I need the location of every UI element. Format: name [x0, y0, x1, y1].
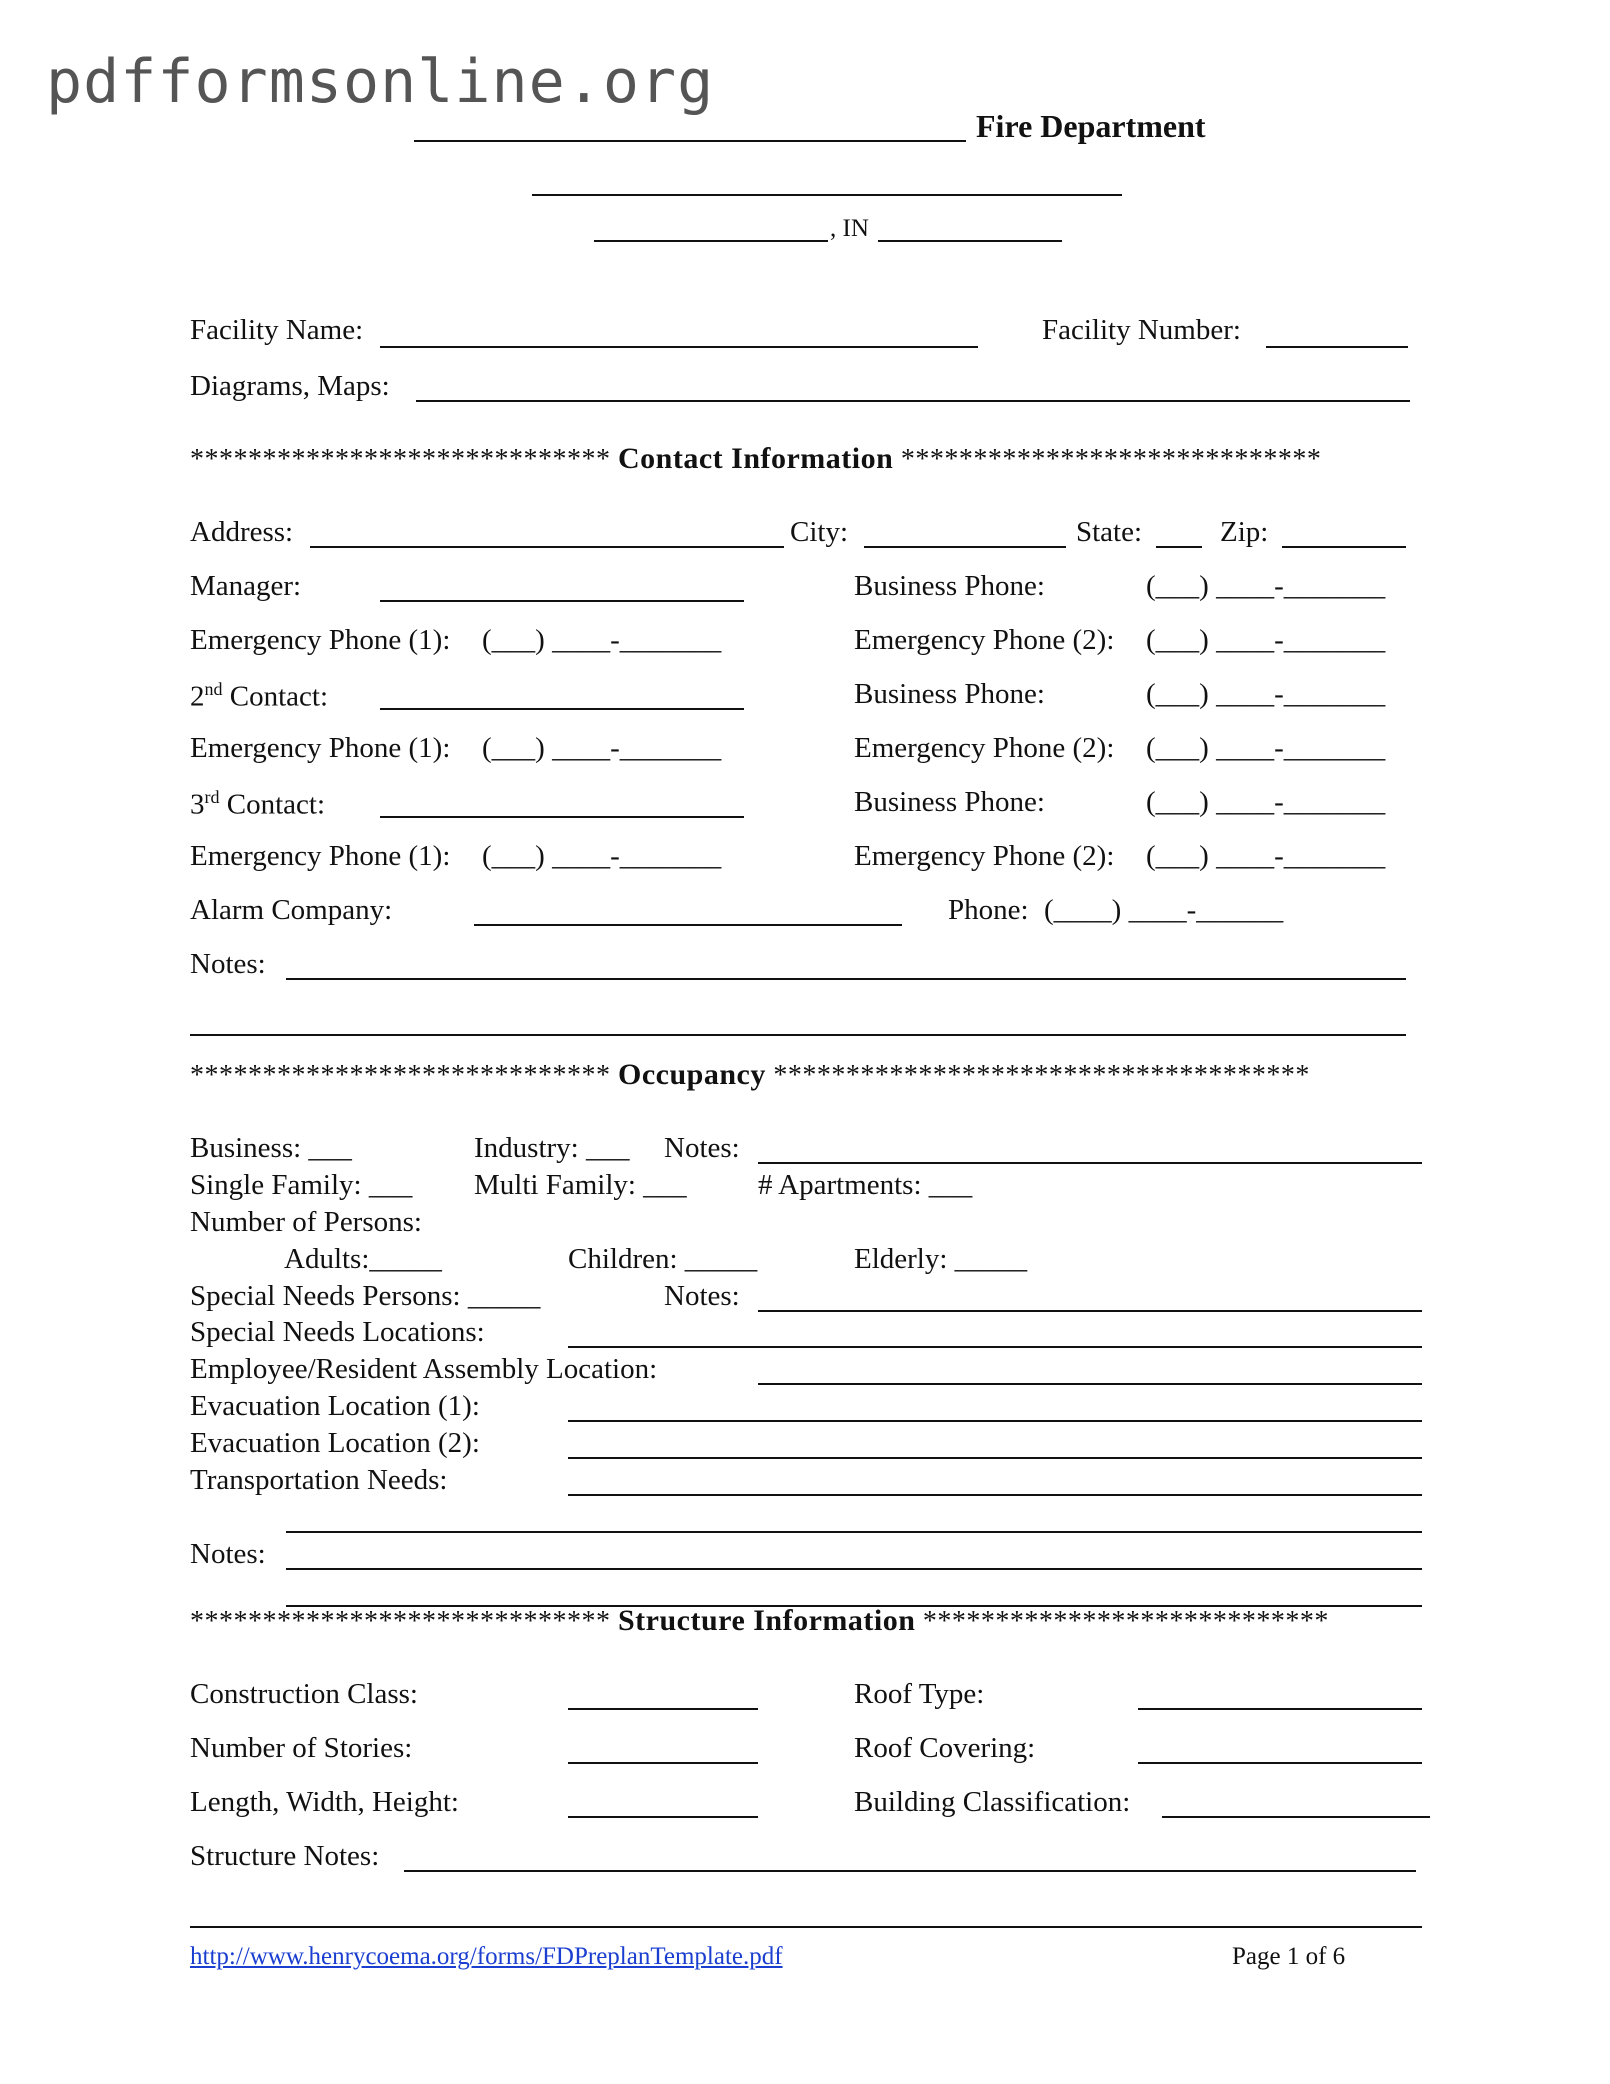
alarm-phone-field[interactable]: (____) ____-______: [1044, 894, 1284, 926]
emergency-phone-2-field[interactable]: (___) ____-_______: [1146, 624, 1386, 656]
alarm-company-field[interactable]: [474, 924, 902, 926]
manager-label: Manager:: [190, 570, 302, 602]
state-label: , IN: [830, 215, 869, 242]
emergency-phone-1-label: Emergency Phone (1):: [190, 732, 451, 764]
zip-line[interactable]: [878, 240, 1062, 242]
business-phone-field[interactable]: (___) ____-_______: [1146, 786, 1386, 818]
diagrams-maps-label: Diagrams, Maps:: [190, 370, 390, 402]
contact-notes-label: Notes:: [190, 948, 266, 980]
evacuation-location-2-field[interactable]: [568, 1457, 1422, 1459]
industry-checkbox-label[interactable]: Industry: ___: [474, 1132, 630, 1164]
section-title-structure: Structure Information: [618, 1604, 916, 1637]
dimensions-field[interactable]: [568, 1816, 758, 1818]
diagrams-maps-field[interactable]: [416, 400, 1410, 402]
special-needs-persons-field[interactable]: Special Needs Persons: _____: [190, 1280, 541, 1312]
business-phone-field[interactable]: (___) ____-_______: [1146, 678, 1386, 710]
page-number: Page 1 of 6: [1232, 1943, 1346, 1970]
business-checkbox-label[interactable]: Business: ___: [190, 1132, 352, 1164]
state-field[interactable]: [1156, 546, 1202, 548]
section-header-structure: [190, 1606, 1329, 1636]
third-contact-suffix: rd: [204, 787, 220, 807]
facility-number-label: Facility Number:: [1042, 314, 1241, 346]
zip-label: Zip:: [1220, 516, 1269, 548]
emergency-phone-1-label: Emergency Phone (1):: [190, 624, 451, 656]
building-classification-field[interactable]: [1162, 1816, 1430, 1818]
state-field-label: State:: [1076, 516, 1143, 548]
special-needs-notes-field[interactable]: [758, 1310, 1422, 1312]
section-stars-left: *****************************: [190, 1060, 611, 1091]
number-of-persons-label: Number of Persons:: [190, 1206, 422, 1238]
section-title-occupancy: Occupancy: [618, 1058, 766, 1091]
city-line[interactable]: [594, 240, 828, 242]
contact-notes-field-2[interactable]: [190, 1034, 1406, 1036]
occupancy-notes-line-1[interactable]: [286, 1531, 1422, 1533]
structure-notes-field-2[interactable]: [190, 1926, 1422, 1928]
emergency-phone-2-label: Emergency Phone (2):: [854, 840, 1115, 872]
apartments-label[interactable]: # Apartments: ___: [758, 1169, 973, 1201]
alarm-phone-label: Phone:: [948, 894, 1029, 926]
building-classification-label: Building Classification:: [854, 1786, 1131, 1818]
occupancy-notes-label: Notes:: [664, 1132, 740, 1164]
number-of-stories-field[interactable]: [568, 1762, 758, 1764]
second-contact-suffix: nd: [204, 679, 223, 699]
special-needs-locations-label: Special Needs Locations:: [190, 1316, 485, 1348]
occupancy-notes-2-label: Notes:: [190, 1538, 266, 1570]
elderly-field[interactable]: Elderly: _____: [854, 1243, 1028, 1275]
transportation-needs-field[interactable]: [568, 1494, 1422, 1496]
assembly-location-field[interactable]: [758, 1383, 1422, 1385]
emergency-phone-1-field[interactable]: (___) ____-_______: [482, 732, 722, 764]
second-contact-field[interactable]: [380, 708, 744, 710]
children-field[interactable]: Children: _____: [568, 1243, 758, 1275]
city-label: City:: [790, 516, 849, 548]
third-contact-label: [190, 788, 325, 820]
structure-notes-field[interactable]: [404, 1870, 1416, 1872]
second-contact-text: Contact:: [222, 680, 329, 713]
roof-covering-label: Roof Covering:: [854, 1732, 1036, 1764]
footer-url-link[interactable]: http://www.henrycoema.org/forms/FDPreplanTemplate.pdf: [190, 1943, 783, 1970]
emergency-phone-1-label: Emergency Phone (1):: [190, 840, 451, 872]
section-stars-left: *****************************: [190, 1606, 611, 1637]
evacuation-location-2-label: Evacuation Location (2):: [190, 1427, 480, 1459]
business-phone-field[interactable]: (___) ____-_______: [1146, 570, 1386, 602]
transportation-needs-label: Transportation Needs:: [190, 1464, 448, 1496]
occupancy-notes-field[interactable]: [758, 1162, 1422, 1164]
second-contact-label: [190, 680, 328, 712]
address-field[interactable]: [310, 546, 784, 548]
emergency-phone-2-field[interactable]: (___) ____-_______: [1146, 732, 1386, 764]
emergency-phone-1-field[interactable]: (___) ____-_______: [482, 840, 722, 872]
third-contact-number: 3: [190, 788, 205, 821]
section-stars-left: *****************************: [190, 444, 611, 475]
address-line[interactable]: [532, 194, 1122, 196]
manager-field[interactable]: [380, 600, 744, 602]
section-stars-right: *************************************: [773, 1060, 1310, 1091]
occupancy-notes-line-2[interactable]: [286, 1568, 1422, 1570]
emergency-phone-2-label: Emergency Phone (2):: [854, 732, 1115, 764]
section-stars-right: ****************************: [922, 1606, 1329, 1637]
emergency-phone-2-field[interactable]: (___) ____-_______: [1146, 840, 1386, 872]
zip-field[interactable]: [1282, 546, 1406, 548]
city-field[interactable]: [864, 546, 1066, 548]
special-needs-notes-label: Notes:: [664, 1280, 740, 1312]
construction-class-field[interactable]: [568, 1708, 758, 1710]
second-contact-number: 2: [190, 680, 205, 713]
page-title: Fire Department: [976, 108, 1206, 144]
facility-name-label: Facility Name:: [190, 314, 364, 346]
dimensions-label: Length, Width, Height:: [190, 1786, 459, 1818]
emergency-phone-2-label: Emergency Phone (2):: [854, 624, 1115, 656]
section-title-contact: Contact Information: [618, 442, 894, 475]
assembly-location-label: Employee/Resident Assembly Location:: [190, 1353, 658, 1385]
third-contact-text: Contact:: [219, 788, 326, 821]
structure-notes-label: Structure Notes:: [190, 1840, 380, 1872]
address-label: Address:: [190, 516, 294, 548]
watermark: pdfformsonline.org: [46, 47, 715, 117]
alarm-company-label: Alarm Company:: [190, 894, 393, 926]
multi-family-label[interactable]: Multi Family: ___: [474, 1169, 687, 1201]
number-of-stories-label: Number of Stories:: [190, 1732, 413, 1764]
roof-type-label: Roof Type:: [854, 1678, 985, 1710]
adults-field[interactable]: Adults:_____: [284, 1243, 442, 1275]
section-header-occupancy: [190, 1060, 1310, 1090]
facility-name-field[interactable]: [380, 346, 978, 348]
business-phone-label: Business Phone:: [854, 786, 1045, 818]
section-header-contact: [190, 444, 1321, 474]
business-phone-label: Business Phone:: [854, 678, 1045, 710]
evacuation-location-1-field[interactable]: [568, 1420, 1422, 1422]
department-name-line[interactable]: [414, 140, 966, 142]
section-stars-right: *****************************: [900, 444, 1322, 475]
roof-covering-field[interactable]: [1138, 1762, 1422, 1764]
evacuation-location-1-label: Evacuation Location (1):: [190, 1390, 480, 1422]
construction-class-label: Construction Class:: [190, 1678, 418, 1710]
facility-number-field[interactable]: [1266, 346, 1408, 348]
third-contact-field[interactable]: [380, 816, 744, 818]
special-needs-locations-field[interactable]: [568, 1346, 1422, 1348]
roof-type-field[interactable]: [1138, 1708, 1422, 1710]
emergency-phone-1-field[interactable]: (___) ____-_______: [482, 624, 722, 656]
business-phone-label: Business Phone:: [854, 570, 1045, 602]
single-family-label[interactable]: Single Family: ___: [190, 1169, 413, 1201]
contact-notes-field[interactable]: [286, 978, 1406, 980]
